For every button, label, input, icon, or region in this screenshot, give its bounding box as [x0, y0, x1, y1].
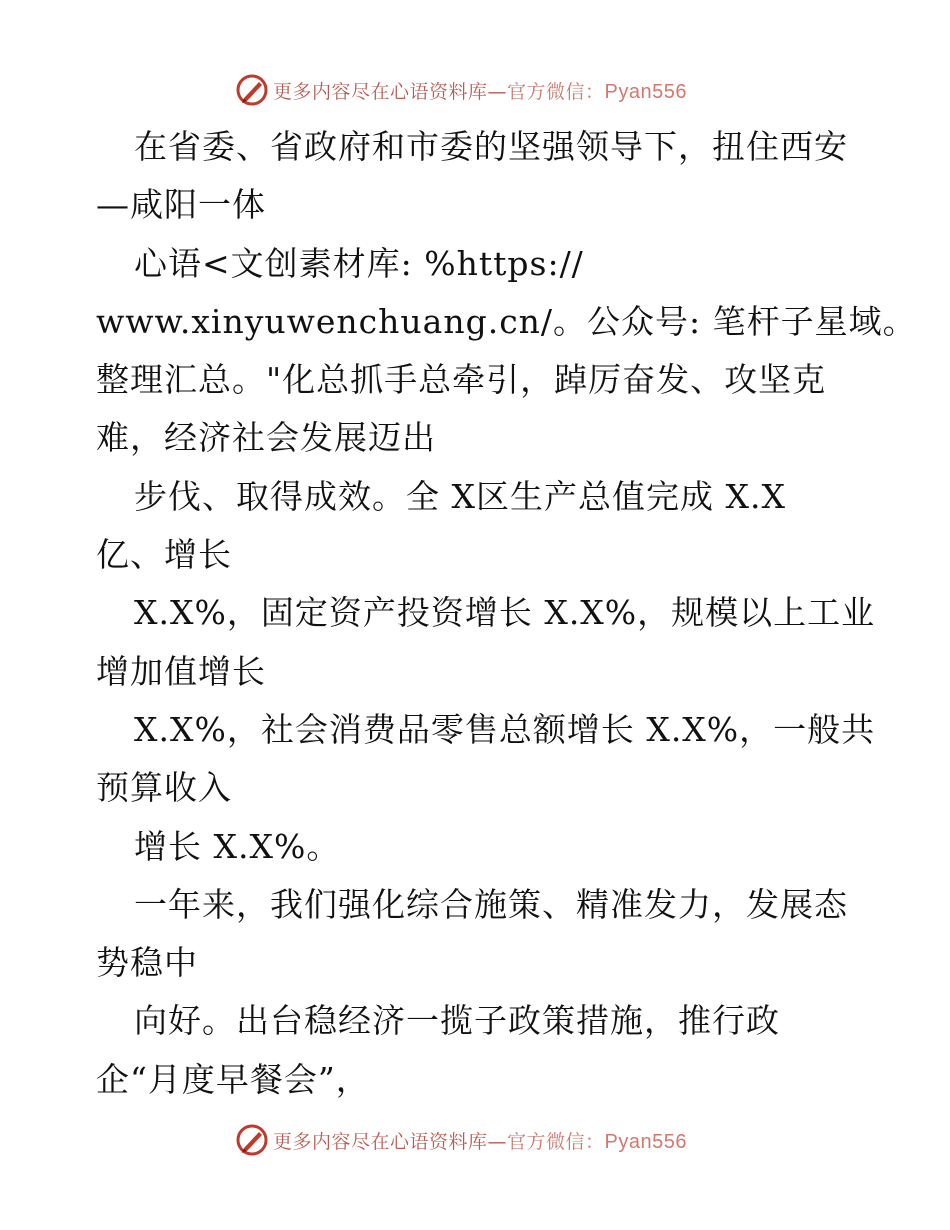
- text-line: 预算收入: [96, 768, 232, 808]
- text-line: 步伐、取得成效。全 X区生产总值完成 X.X: [134, 476, 786, 516]
- text-line: 一年来，我们强化综合施策、精准发力，发展态: [134, 884, 848, 924]
- text-line: —咸阳一体: [96, 185, 266, 225]
- text-line: 势稳中: [96, 943, 198, 983]
- footer-watermark-banner: [235, 1122, 687, 1158]
- text-line: 难，经济社会发展迈出: [96, 418, 436, 458]
- text-line: 心语<文创素材库: %https://: [134, 243, 584, 283]
- text-line: 整理汇总。"化总抓手总牵引，踔厉奋发、攻坚克: [96, 360, 827, 400]
- text-line: 增加值增长: [96, 651, 266, 691]
- text-line: 向好。出台稳经济一揽子政策措施，推行政: [134, 1001, 780, 1041]
- text-line: 亿、增长: [96, 535, 232, 575]
- text-line: www.xinyuwenchuang.cn/。公众号: 笔杆子星域。: [96, 301, 917, 341]
- footer-banner-text: 更多内容尽在心语资料库—官方微信：Pyan556: [273, 1130, 687, 1153]
- text-line: 在省委、省政府和市委的坚强领导下，扭住西安: [134, 127, 848, 166]
- text-line: X.X%，社会消费品零售总额增长 X.X%，一般共: [134, 709, 876, 749]
- pen-logo-icon: [235, 73, 269, 107]
- text-line: X.X%，固定资产投资增长 X.X%，规模以上工业: [134, 593, 876, 633]
- text-line: 增长 X.X%。: [134, 826, 341, 866]
- document-body: [96, 118, 917, 1109]
- text-line: 企“月度早餐会”，: [96, 1059, 370, 1099]
- header-banner-text: 更多内容尽在心语资料库—官方微信：Pyan556: [273, 80, 687, 103]
- pen-logo-icon: [235, 1123, 269, 1157]
- header-watermark-banner: [235, 72, 687, 108]
